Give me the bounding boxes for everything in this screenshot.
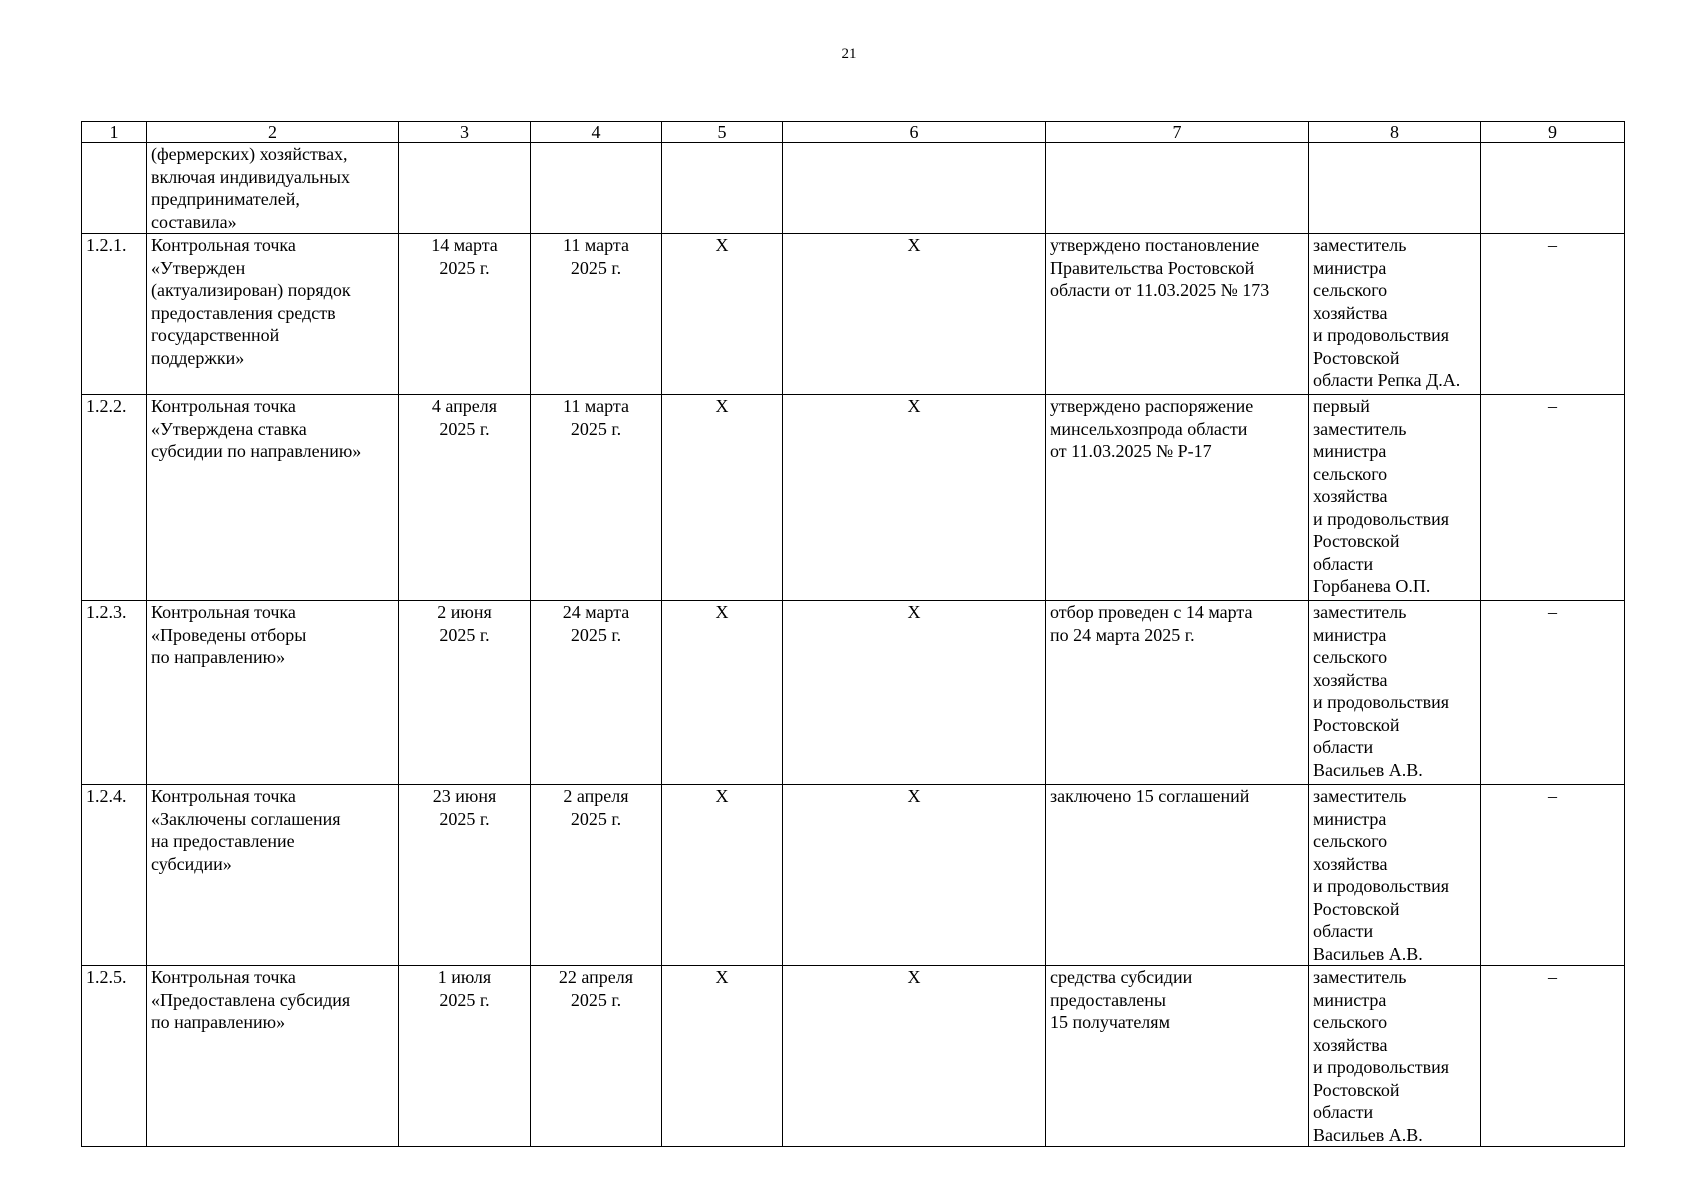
- cell-actual-date: 11 марта 2025 г.: [531, 395, 662, 601]
- cell-name: Контрольная точка «Утвержден (актуализирован) порядок предоставления средств государственной поддержки»: [147, 234, 399, 395]
- cell-name: Контрольная точка «Заключены соглашения на предоставление субсидии»: [147, 785, 399, 966]
- cell-col9: –: [1481, 785, 1625, 966]
- header-col-3: 3: [399, 122, 531, 143]
- cell-col5: Х: [662, 785, 783, 966]
- header-col-1: 1: [82, 122, 147, 143]
- cell-col6: [783, 143, 1046, 234]
- cell-planned-date: 2 июня 2025 г.: [399, 601, 531, 785]
- cell-result: средства субсидии предоставлены 15 получателям: [1046, 966, 1309, 1147]
- cell-col9: –: [1481, 234, 1625, 395]
- cell-col6: Х: [783, 234, 1046, 395]
- cell-col5: [662, 143, 783, 234]
- cell-planned-date: 14 марта 2025 г.: [399, 234, 531, 395]
- cell-col6: Х: [783, 395, 1046, 601]
- cell-name: Контрольная точка «Предоставлена субсидия по направлению»: [147, 966, 399, 1147]
- cell-num: 1.2.5.: [82, 966, 147, 1147]
- cell-col5: Х: [662, 601, 783, 785]
- header-col-5: 5: [662, 122, 783, 143]
- page-number: 21: [841, 46, 857, 62]
- cell-col9: –: [1481, 395, 1625, 601]
- cell-col8: [1309, 143, 1481, 234]
- cell-planned-date: 4 апреля 2025 г.: [399, 395, 531, 601]
- table-row: [82, 395, 1625, 601]
- cell-responsible: заместитель министра сельского хозяйства и продовольствия Ростовской области Васильев А.В.: [1309, 966, 1481, 1147]
- cell-result: утверждено распоряжение минсельхозпрода области от 11.03.2025 № Р-17: [1046, 395, 1309, 601]
- cell-num: 1.2.1.: [82, 234, 147, 395]
- cell-actual-date: 22 апреля 2025 г.: [531, 966, 662, 1147]
- table-row: [82, 966, 1625, 1147]
- cell-responsible: первый заместитель министра сельского хозяйства и продовольствия Ростовской области Горбанева О.П.: [1309, 395, 1481, 601]
- cell-name: Контрольная точка «Проведены отборы по направлению»: [147, 601, 399, 785]
- cell-col3: [399, 143, 531, 234]
- cell-responsible: заместитель министра сельского хозяйства и продовольствия Ростовской области Васильев А.В.: [1309, 785, 1481, 966]
- cell-col5: Х: [662, 966, 783, 1147]
- table-row: [82, 601, 1625, 785]
- control-points-table: [81, 121, 1625, 1147]
- cell-result: отбор проведен с 14 марта по 24 марта 2025 г.: [1046, 601, 1309, 785]
- cell-num: 1.2.2.: [82, 395, 147, 601]
- cell-col9: –: [1481, 601, 1625, 785]
- cell-num: 1.2.3.: [82, 601, 147, 785]
- header-col-2: 2: [147, 122, 399, 143]
- cell-col6: Х: [783, 601, 1046, 785]
- table-row: [82, 785, 1625, 966]
- cell-responsible: заместитель министра сельского хозяйства и продовольствия Ростовской области Васильев А.В.: [1309, 601, 1481, 785]
- cell-planned-date: 23 июня 2025 г.: [399, 785, 531, 966]
- table-row-continuation: [82, 143, 1625, 234]
- cell-col6: Х: [783, 785, 1046, 966]
- header-col-8: 8: [1309, 122, 1481, 143]
- cell-num: 1.2.4.: [82, 785, 147, 966]
- cell-result: утверждено постановление Правительства Ростовской области от 11.03.2025 № 173: [1046, 234, 1309, 395]
- cell-num: [82, 143, 147, 234]
- cell-col4: [531, 143, 662, 234]
- cell-actual-date: 2 апреля 2025 г.: [531, 785, 662, 966]
- cell-col6: Х: [783, 966, 1046, 1147]
- cell-name: (фермерских) хозяйствах, включая индивидуальных предпринимателей, составила»: [147, 143, 399, 234]
- cell-result: заключено 15 соглашений: [1046, 785, 1309, 966]
- header-col-9: 9: [1481, 122, 1625, 143]
- cell-actual-date: 24 марта 2025 г.: [531, 601, 662, 785]
- cell-col5: Х: [662, 234, 783, 395]
- table-row: [82, 234, 1625, 395]
- cell-col7: [1046, 143, 1309, 234]
- cell-name: Контрольная точка «Утверждена ставка субсидии по направлению»: [147, 395, 399, 601]
- cell-col9: –: [1481, 966, 1625, 1147]
- cell-actual-date: 11 марта 2025 г.: [531, 234, 662, 395]
- header-col-4: 4: [531, 122, 662, 143]
- header-col-7: 7: [1046, 122, 1309, 143]
- cell-col5: Х: [662, 395, 783, 601]
- cell-col9: [1481, 143, 1625, 234]
- cell-planned-date: 1 июля 2025 г.: [399, 966, 531, 1147]
- header-row: [82, 122, 1625, 143]
- cell-responsible: заместитель министра сельского хозяйства и продовольствия Ростовской области Репка Д.А.: [1309, 234, 1481, 395]
- header-col-6: 6: [783, 122, 1046, 143]
